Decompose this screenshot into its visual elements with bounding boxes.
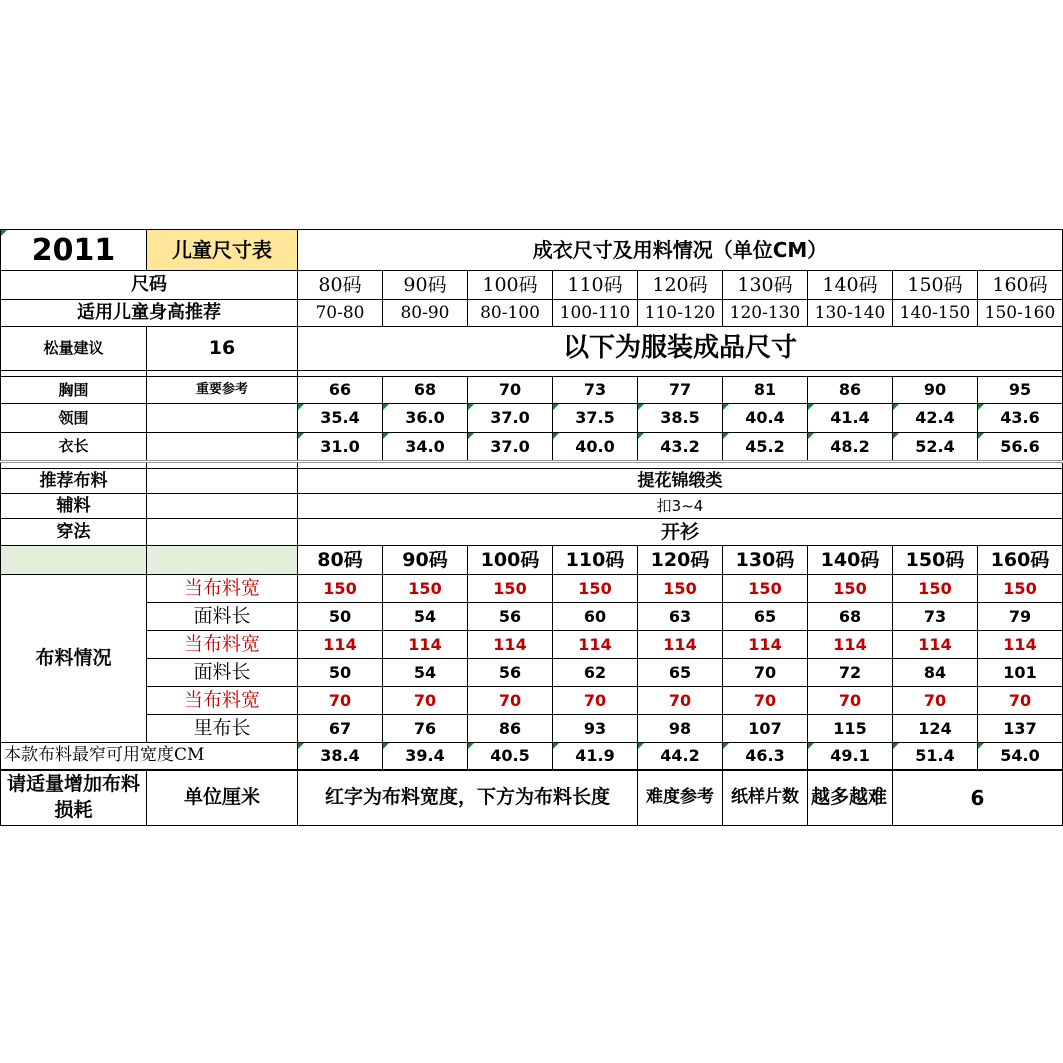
measurement-cell: 73 — [553, 377, 638, 404]
min-width-cell: 49.1 — [808, 743, 893, 770]
year-cell: 2011 — [1, 230, 147, 271]
lining-length-cell: 76 — [383, 715, 468, 743]
unit-note: 单位厘米 — [147, 770, 298, 826]
min-width-label: 本款布料最窄可用宽度CM — [1, 743, 298, 770]
loss-note: 请适量增加布料损耗 — [1, 770, 147, 826]
min-width-cell: 38.4 — [298, 743, 383, 770]
fabric-info-value: 开衫 — [298, 519, 1063, 546]
fabric-width-cell: 70 — [638, 687, 723, 715]
fabric-width-cell: 150 — [723, 575, 808, 603]
size-label: 尺码 — [1, 271, 298, 300]
fabric-width-cell: 150 — [893, 575, 978, 603]
section-title-cell: 成衣尺寸及用料情况（单位CM） — [298, 230, 1063, 271]
measurement-label: 衣长 — [1, 433, 147, 462]
lining-length-cell: 107 — [723, 715, 808, 743]
gap-row — [1, 462, 1063, 469]
fabric-length-cell: 54 — [383, 603, 468, 631]
measurement-label: 胸围 — [1, 377, 147, 404]
measurement-cell: 37.5 — [553, 404, 638, 433]
fabric-info-row — [1, 494, 1063, 519]
fabric-info-blank — [147, 469, 298, 494]
fabric-usage-row — [1, 631, 1063, 659]
height-cell: 140-150 — [893, 300, 978, 327]
measurement-cell: 68 — [383, 377, 468, 404]
fabric-width-cell: 70 — [383, 687, 468, 715]
fabric-info-value: 提花锦缎类 — [298, 469, 1063, 494]
lining-length-cell: 93 — [553, 715, 638, 743]
finished-size-banner: 以下为服装成品尺寸 — [298, 327, 1063, 371]
fabric-width-cell: 114 — [808, 631, 893, 659]
fabric-length-cell: 62 — [553, 659, 638, 687]
fabric-width-cell: 114 — [553, 631, 638, 659]
fabric-info-blank — [147, 519, 298, 546]
min-width-cell: 39.4 — [383, 743, 468, 770]
fabric-width-cell: 70 — [723, 687, 808, 715]
size-chart-sheet — [0, 229, 1062, 826]
usage-size-cell: 120码 — [638, 546, 723, 575]
lining-length-cell: 98 — [638, 715, 723, 743]
fabric-width-cell: 114 — [723, 631, 808, 659]
measurement-cell: 41.4 — [808, 404, 893, 433]
fabric-info-row — [1, 519, 1063, 546]
ease-value: 16 — [147, 327, 298, 371]
height-label: 适用儿童身高推荐 — [1, 300, 298, 327]
fabric-length-cell: 54 — [383, 659, 468, 687]
size-row — [1, 271, 1063, 300]
fabric-width-cell: 70 — [553, 687, 638, 715]
min-width-row — [1, 743, 1063, 770]
measurement-row-length — [1, 433, 1063, 462]
usage-size-blank — [1, 546, 147, 575]
usage-size-cell: 90码 — [383, 546, 468, 575]
measurement-note: 重要参考 — [147, 377, 298, 404]
fabric-width-cell: 70 — [298, 687, 383, 715]
fabric-info-row — [1, 469, 1063, 494]
lining-length-cell: 86 — [468, 715, 553, 743]
measurement-cell: 37.0 — [468, 433, 553, 462]
measurement-cell: 66 — [298, 377, 383, 404]
height-cell: 120-130 — [723, 300, 808, 327]
measurement-cell: 37.0 — [468, 404, 553, 433]
measurement-cell: 52.4 — [893, 433, 978, 462]
measurement-cell: 43.2 — [638, 433, 723, 462]
lining-length-cell: 67 — [298, 715, 383, 743]
measurement-cell: 40.4 — [723, 404, 808, 433]
usage-size-cell: 160码 — [978, 546, 1063, 575]
size-cell: 110码 — [553, 271, 638, 300]
fabric-length-cell: 68 — [808, 603, 893, 631]
fabric-length-cell: 79 — [978, 603, 1063, 631]
min-width-cell: 44.2 — [638, 743, 723, 770]
fabric-width-cell: 70 — [978, 687, 1063, 715]
harder-label: 越多越难 — [808, 770, 893, 826]
fabric-info-label: 穿法 — [1, 519, 147, 546]
usage-size-cell: 130码 — [723, 546, 808, 575]
fabric-width-cell: 70 — [808, 687, 893, 715]
pieces-value: 6 — [893, 770, 1063, 826]
size-cell: 150码 — [893, 271, 978, 300]
fabric-usage-row — [1, 687, 1063, 715]
fabric-width-cell: 114 — [468, 631, 553, 659]
title-row — [1, 230, 1063, 271]
fabric-info-label: 推荐布料 — [1, 469, 147, 494]
min-width-cell: 40.5 — [468, 743, 553, 770]
fabric-length-label: 面料长 — [147, 659, 298, 687]
fabric-width-cell: 114 — [298, 631, 383, 659]
fabric-width-cell: 150 — [978, 575, 1063, 603]
fabric-length-label: 面料长 — [147, 603, 298, 631]
measurement-row-chest — [1, 377, 1063, 404]
gap-cell — [147, 462, 298, 469]
size-cell: 130码 — [723, 271, 808, 300]
fabric-width-cell: 114 — [978, 631, 1063, 659]
size-chart-table — [0, 229, 1063, 826]
fabric-width-cell: 150 — [638, 575, 723, 603]
measurement-cell: 95 — [978, 377, 1063, 404]
pieces-label: 纸样片数 — [723, 770, 808, 826]
fabric-length-cell: 63 — [638, 603, 723, 631]
measurement-row-collar — [1, 404, 1063, 433]
fabric-width-cell: 114 — [638, 631, 723, 659]
measurement-cell: 77 — [638, 377, 723, 404]
fabric-width-label: 当布料宽 — [147, 687, 298, 715]
fabric-info-label: 辅料 — [1, 494, 147, 519]
fabric-usage-row — [1, 575, 1063, 603]
measurement-cell: 34.0 — [383, 433, 468, 462]
height-row — [1, 300, 1063, 327]
fabric-length-cell: 101 — [978, 659, 1063, 687]
height-cell: 130-140 — [808, 300, 893, 327]
usage-size-row — [1, 546, 1063, 575]
measurement-note — [147, 404, 298, 433]
fabric-usage-row — [1, 715, 1063, 743]
fabric-width-cell: 70 — [468, 687, 553, 715]
size-cell: 100码 — [468, 271, 553, 300]
measurement-note — [147, 433, 298, 462]
chart-name-cell: 儿童尺寸表 — [147, 230, 298, 271]
fabric-info-value: 扣3~4 — [298, 494, 1063, 519]
usage-size-cell: 140码 — [808, 546, 893, 575]
height-cell: 70-80 — [298, 300, 383, 327]
fabric-width-cell: 70 — [893, 687, 978, 715]
usage-size-blank — [147, 546, 298, 575]
min-width-cell: 54.0 — [978, 743, 1063, 770]
fabric-width-cell: 114 — [893, 631, 978, 659]
measurement-cell: 40.0 — [553, 433, 638, 462]
size-cell: 160码 — [978, 271, 1063, 300]
measurement-cell: 43.6 — [978, 404, 1063, 433]
size-cell: 120码 — [638, 271, 723, 300]
fabric-length-cell: 56 — [468, 659, 553, 687]
fabric-length-cell: 56 — [468, 603, 553, 631]
gap-cell — [298, 462, 1063, 469]
measurement-label: 领围 — [1, 404, 147, 433]
ease-row — [1, 327, 1063, 371]
lining-length-cell: 137 — [978, 715, 1063, 743]
min-width-cell: 46.3 — [723, 743, 808, 770]
fabric-width-cell: 114 — [383, 631, 468, 659]
gap-cell — [1, 462, 147, 469]
fabric-length-cell: 65 — [638, 659, 723, 687]
measurement-cell: 90 — [893, 377, 978, 404]
difficulty-label: 难度参考 — [638, 770, 723, 826]
fabric-length-cell: 50 — [298, 603, 383, 631]
size-cell: 140码 — [808, 271, 893, 300]
height-cell: 80-90 — [383, 300, 468, 327]
fabric-width-cell: 150 — [553, 575, 638, 603]
height-cell: 110-120 — [638, 300, 723, 327]
fabric-width-cell: 150 — [808, 575, 893, 603]
fabric-width-cell: 150 — [383, 575, 468, 603]
measurement-cell: 38.5 — [638, 404, 723, 433]
lining-length-cell: 115 — [808, 715, 893, 743]
ease-label: 松量建议 — [1, 327, 147, 371]
measurement-cell: 45.2 — [723, 433, 808, 462]
fabric-width-cell: 150 — [298, 575, 383, 603]
fabric-length-cell: 60 — [553, 603, 638, 631]
min-width-cell: 41.9 — [553, 743, 638, 770]
measurement-cell: 56.6 — [978, 433, 1063, 462]
height-cell: 150-160 — [978, 300, 1063, 327]
size-cell: 80码 — [298, 271, 383, 300]
lining-length-label: 里布长 — [147, 715, 298, 743]
height-cell: 80-100 — [468, 300, 553, 327]
usage-size-cell: 80码 — [298, 546, 383, 575]
measurement-cell: 31.0 — [298, 433, 383, 462]
fabric-usage-row — [1, 603, 1063, 631]
fabric-length-cell: 73 — [893, 603, 978, 631]
measurement-cell: 42.4 — [893, 404, 978, 433]
fabric-length-cell: 65 — [723, 603, 808, 631]
measurement-cell: 36.0 — [383, 404, 468, 433]
fabric-width-cell: 150 — [468, 575, 553, 603]
measurement-cell: 81 — [723, 377, 808, 404]
legend-note: 红字为布料宽度，下方为布料长度 — [298, 770, 638, 826]
size-cell: 90码 — [383, 271, 468, 300]
fabric-info-blank — [147, 494, 298, 519]
fabric-width-label: 当布料宽 — [147, 631, 298, 659]
fabric-usage-row — [1, 659, 1063, 687]
footer-row — [1, 770, 1063, 826]
fabric-length-cell: 84 — [893, 659, 978, 687]
measurement-cell: 35.4 — [298, 404, 383, 433]
min-width-cell: 51.4 — [893, 743, 978, 770]
usage-size-cell: 150码 — [893, 546, 978, 575]
measurement-cell: 70 — [468, 377, 553, 404]
fabric-width-label: 当布料宽 — [147, 575, 298, 603]
usage-size-cell: 100码 — [468, 546, 553, 575]
usage-size-cell: 110码 — [553, 546, 638, 575]
fabric-length-cell: 50 — [298, 659, 383, 687]
height-cell: 100-110 — [553, 300, 638, 327]
measurement-cell: 48.2 — [808, 433, 893, 462]
fabric-usage-label: 布料情况 — [1, 575, 147, 743]
fabric-length-cell: 70 — [723, 659, 808, 687]
fabric-length-cell: 72 — [808, 659, 893, 687]
lining-length-cell: 124 — [893, 715, 978, 743]
measurement-cell: 86 — [808, 377, 893, 404]
